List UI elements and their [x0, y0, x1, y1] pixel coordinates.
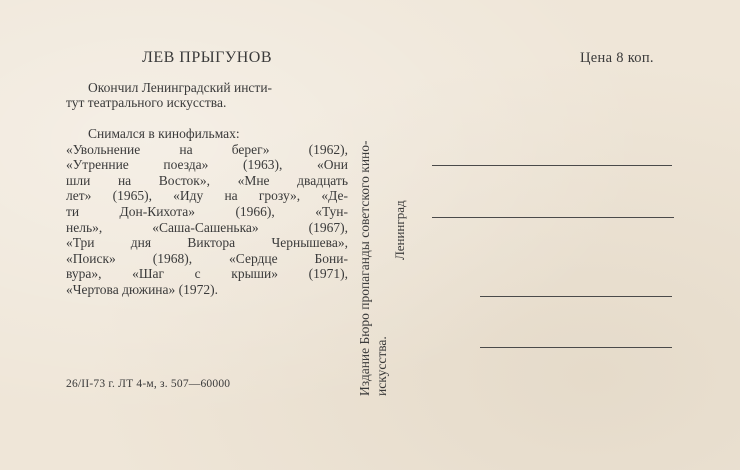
city-text: Ленинград [392, 200, 407, 260]
bio-line-2: тут театрального искусства. [66, 95, 227, 111]
publisher-text [356, 46, 390, 396]
publisher-line-2: искусства. [374, 336, 389, 396]
bio-paragraph [66, 80, 348, 110]
films-heading: Снимался в кинофильмах: [88, 126, 240, 142]
price-label: Цена 8 коп. [580, 50, 654, 66]
address-line [480, 296, 672, 297]
print-info: 26/II-73 г. ЛТ 4-м, з. 507—60000 [66, 378, 231, 390]
actor-info [66, 48, 348, 298]
films-line: «Три дня Виктора Чернышева», [66, 235, 348, 251]
address-line [432, 217, 674, 218]
city-imprint [392, 180, 410, 260]
publisher-imprint [356, 46, 389, 396]
films-line: шли на Восток», «Мне двадцать [66, 172, 348, 188]
films-line: «Чертова дюжина» (1972). [66, 281, 219, 297]
films-list [66, 142, 348, 298]
films-line: «Поиск» (1968), «Сердце Бони- [66, 250, 348, 266]
films-line: «Увольнение на берег» (1962), [66, 141, 348, 157]
films-line: вура», «Шаг с крыши» (1971), [66, 266, 348, 282]
actor-name: ЛЕВ ПРЫГУНОВ [141, 49, 273, 66]
films-line: ти Дон-Кихота» (1966), «Тун- [66, 203, 348, 219]
address-line [432, 165, 672, 166]
bio-line-1: Окончил Ленинградский инсти- [88, 80, 273, 95]
address-line [480, 347, 672, 348]
films-heading-paragraph [66, 126, 348, 141]
publisher-line-1: Издание Бюро пропаганды советского кино- [357, 140, 372, 396]
films-line: нель», «Саша-Сашенька» (1967), [66, 219, 348, 235]
films-line: лет» (1965), «Иду на грозу», «Де- [66, 188, 348, 204]
films-line: «Утренние поезда» (1963), «Они [66, 157, 348, 173]
